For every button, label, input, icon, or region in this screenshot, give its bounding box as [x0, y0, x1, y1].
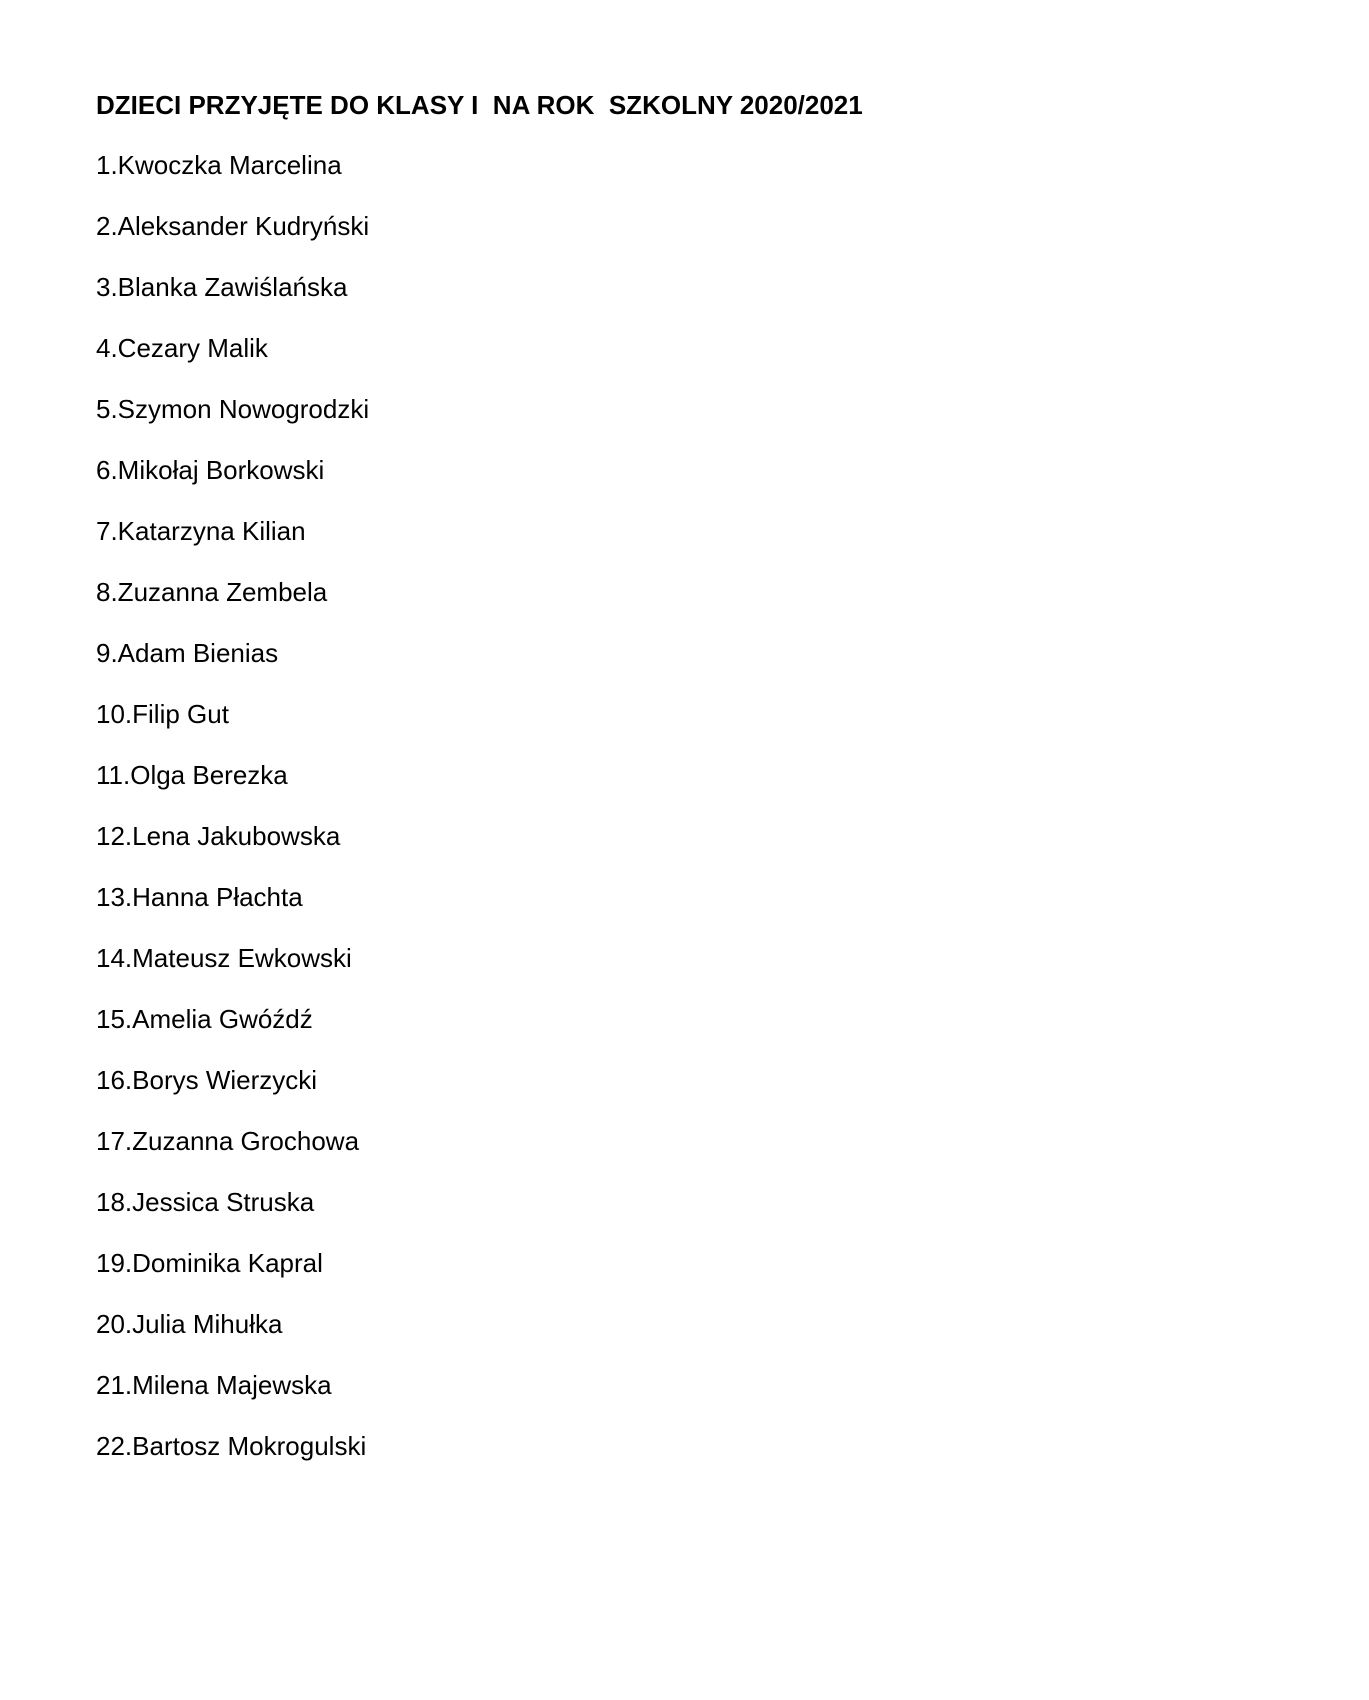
document-title: DZIECI PRZYJĘTE DO KLASY I NA ROK SZKOLNY 2020/2021	[96, 90, 863, 120]
list-item: 9.Adam Bienias	[96, 638, 279, 668]
list-item: 16.Borys Wierzycki	[96, 1065, 318, 1095]
list-item: 17.Zuzanna Grochowa	[96, 1126, 360, 1156]
admitted-children-list	[96, 148, 369, 1490]
list-item: 18.Jessica Struska	[96, 1187, 315, 1217]
list-item: 8.Zuzanna Zembela	[96, 577, 328, 607]
list-item: 5.Szymon Nowogrodzki	[96, 394, 370, 424]
list-item: 11.Olga Berezka	[96, 760, 288, 790]
list-item: 1.Kwoczka Marcelina	[96, 150, 342, 180]
list-item: 13.Hanna Płachta	[96, 882, 303, 912]
list-item: 21.Milena Majewska	[96, 1370, 332, 1400]
list-item: 12.Lena Jakubowska	[96, 821, 341, 851]
list-item: 2.Aleksander Kudryński	[96, 211, 370, 241]
list-item: 22.Bartosz Mokrogulski	[96, 1431, 367, 1461]
list-item: 15.Amelia Gwóźdź	[96, 1004, 313, 1034]
list-item: 14.Mateusz Ewkowski	[96, 943, 352, 973]
list-item: 10.Filip Gut	[96, 699, 229, 729]
list-item: 20.Julia Mihułka	[96, 1309, 283, 1339]
list-item: 3.Blanka Zawiślańska	[96, 272, 348, 302]
list-item: 4.Cezary Malik	[96, 333, 268, 363]
list-item: 19.Dominika Kapral	[96, 1248, 323, 1278]
list-item: 7.Katarzyna Kilian	[96, 516, 306, 546]
list-item: 6.Mikołaj Borkowski	[96, 455, 325, 485]
